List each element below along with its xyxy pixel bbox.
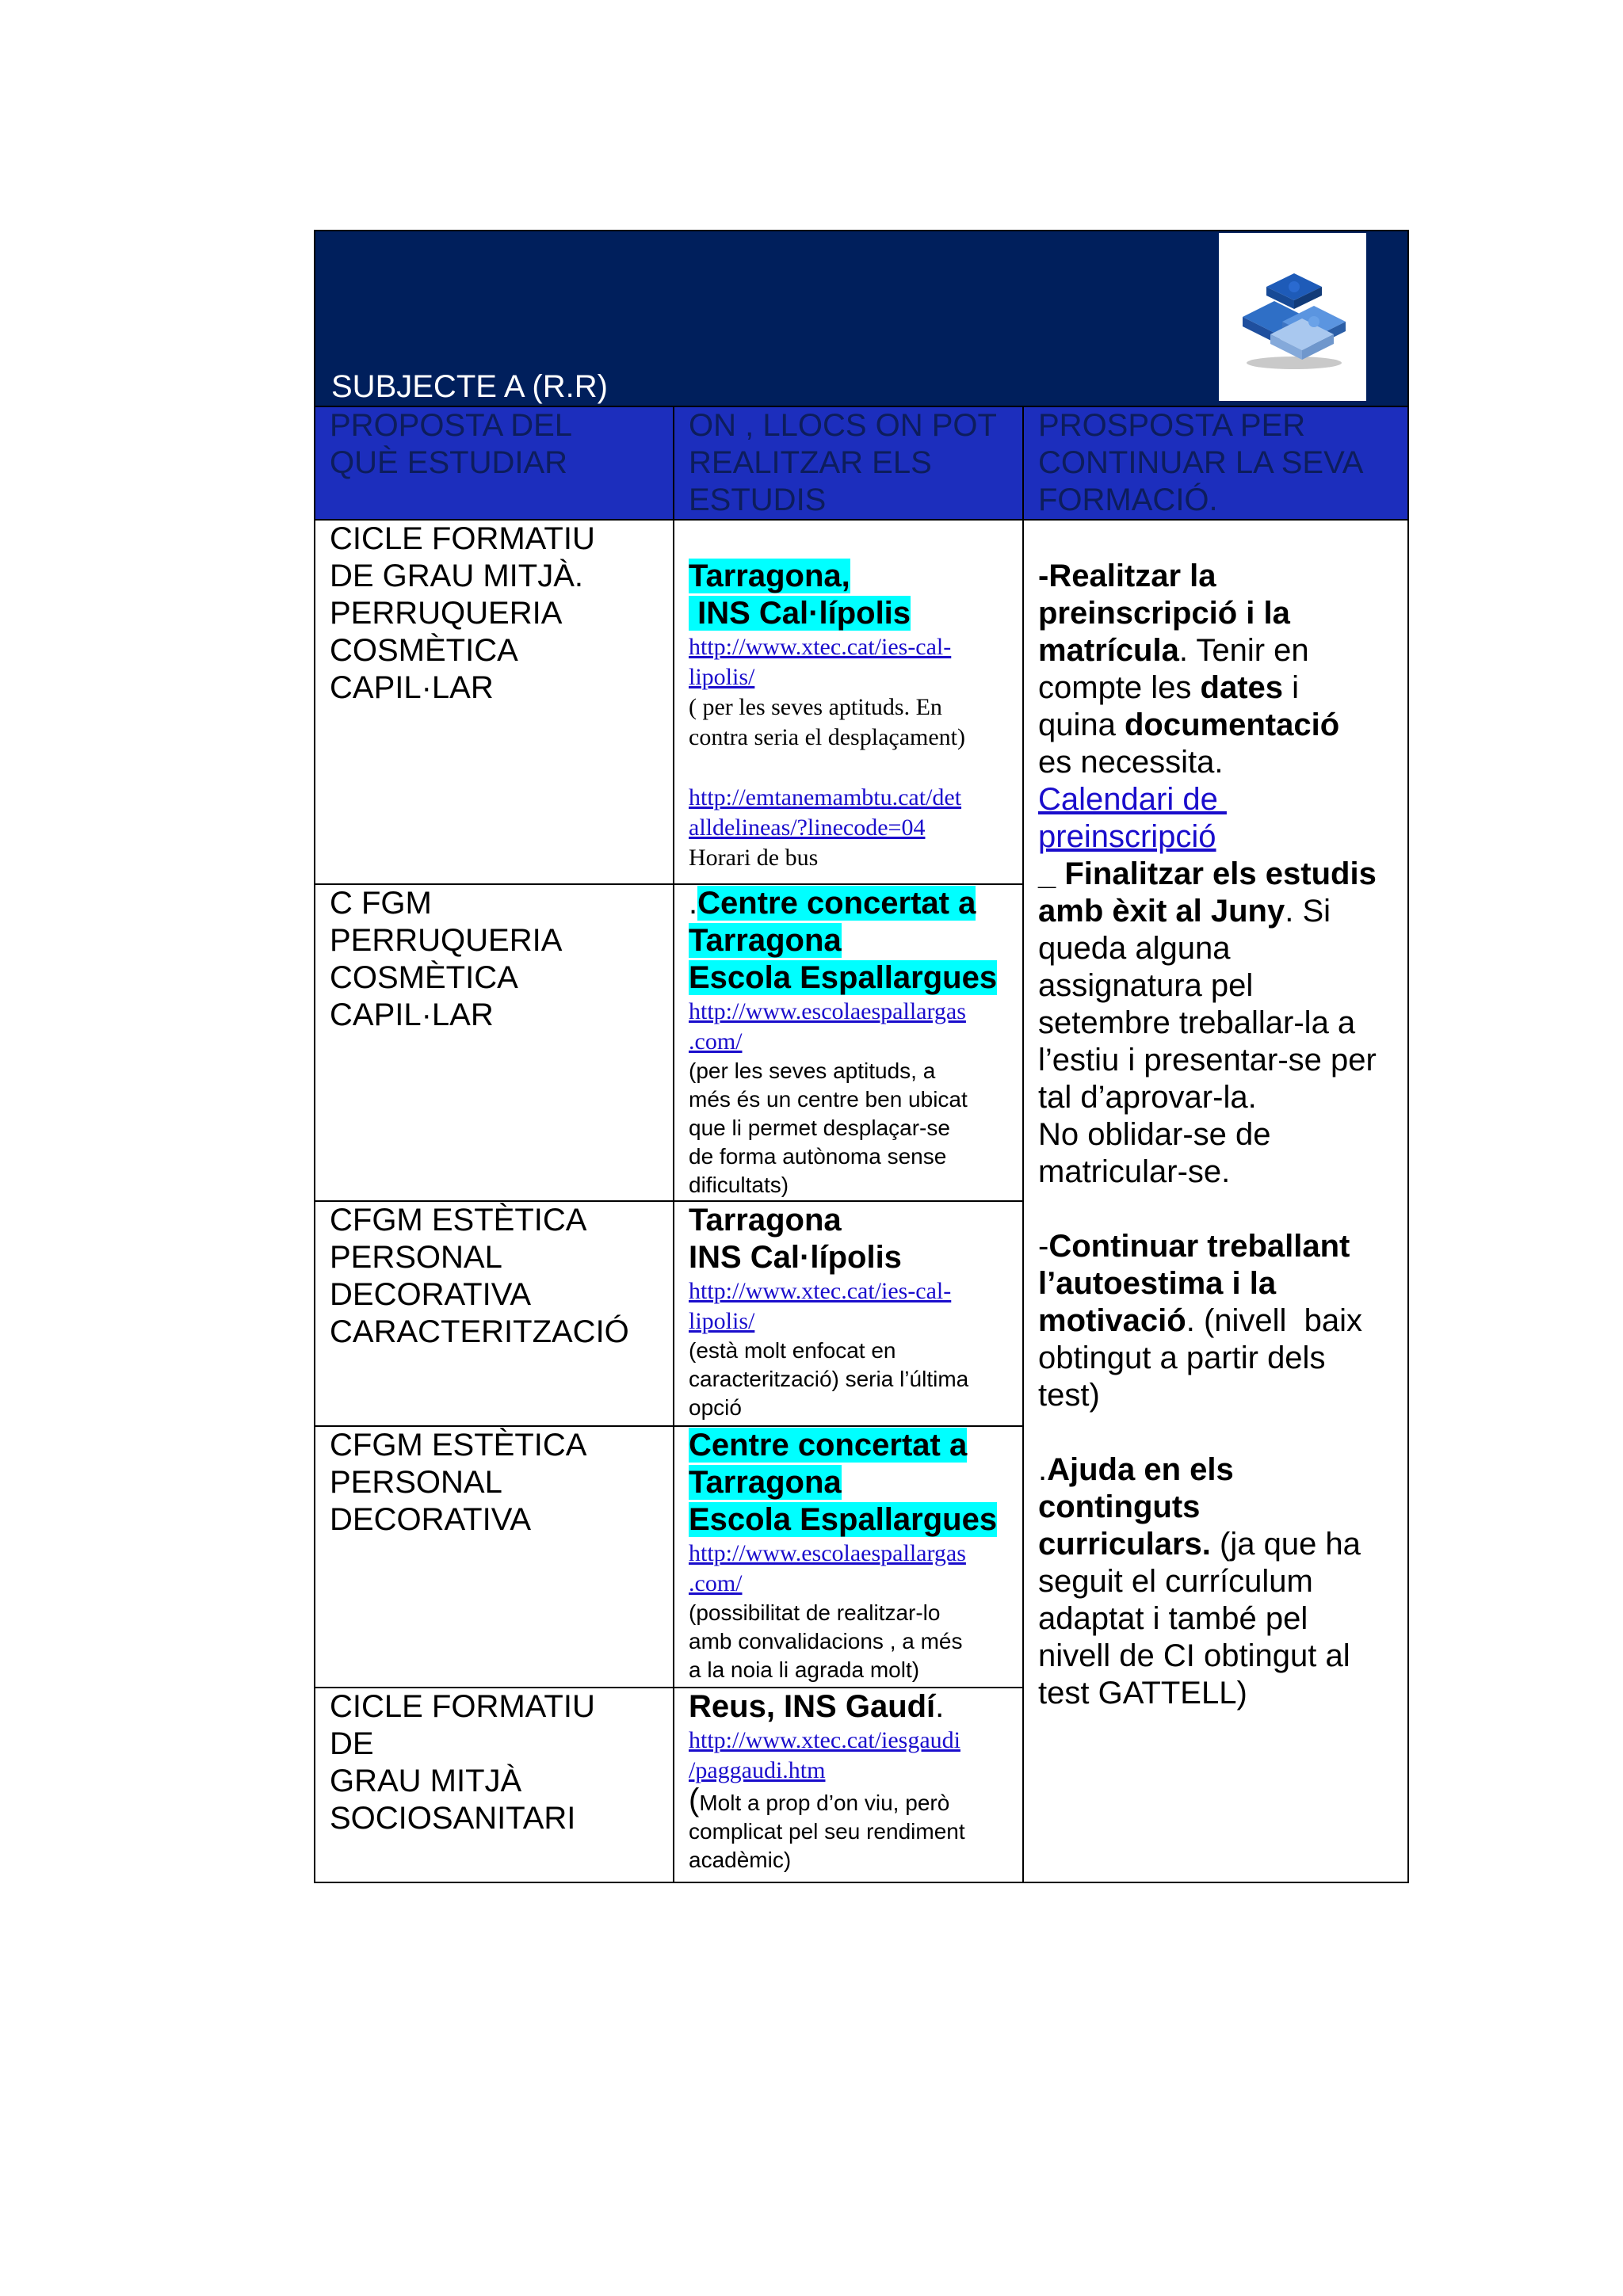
header-line: REALITZAR ELS (689, 445, 932, 480)
proposal-line: PERRUQUERIA (330, 596, 563, 631)
step-text: nivell de CI obtingut al (1038, 1638, 1350, 1673)
place-highlight: Centre concertat a (689, 1428, 968, 1463)
step-text: motivació (1038, 1303, 1186, 1338)
step-text: dates (1200, 670, 1284, 705)
header-line: FORMACIÓ. (1038, 482, 1218, 517)
header-line: PROSPOSTA PER (1038, 408, 1306, 443)
step-text: matricular-se. (1038, 1154, 1231, 1189)
link-line[interactable]: .com/ (689, 1028, 743, 1055)
step-text: queda alguna (1038, 931, 1231, 966)
link-line[interactable]: lipolis/ (689, 664, 755, 690)
subject-title: SUBJECTE A (R.R) (331, 369, 608, 404)
header-line: ON , LLOCS ON POT (689, 408, 997, 443)
column-header-proposal (315, 406, 674, 520)
link-line[interactable]: http://www.escolaespallargas (689, 998, 966, 1024)
step-text: tal d’aprovar-la. (1038, 1080, 1257, 1115)
calendar-link[interactable]: preinscripció (1038, 819, 1216, 854)
proposal-line: DE (330, 1726, 374, 1761)
place-prefix: . (689, 886, 698, 921)
proposal-line: CFGM ESTÈTICA (330, 1428, 587, 1463)
header-line: ESTUDIS (689, 482, 827, 517)
school-link[interactable] (689, 1539, 1008, 1599)
place-highlight: Escola Espallargues (689, 960, 998, 995)
school-link[interactable] (689, 632, 1008, 692)
proposal-line: COSMÈTICA (330, 633, 518, 668)
step-text: . (1038, 1452, 1048, 1487)
table-row (315, 520, 1408, 884)
continuation-step-motivation (1038, 1228, 1393, 1414)
continuation-step-finish (1038, 856, 1393, 1191)
step-text: obtingut a partir dels (1038, 1341, 1326, 1375)
proposal-line: GRAU MITJÀ (330, 1764, 522, 1798)
step-text: quina (1038, 707, 1125, 742)
note-line: més és un centre ben ubicat (689, 1087, 968, 1112)
proposal-line: CICLE FORMATIU (330, 1689, 595, 1724)
header-banner (315, 231, 1408, 406)
step-text: (ja que ha (1210, 1527, 1361, 1562)
step-text: preinscripció i la (1038, 596, 1290, 631)
proposal-line: DE GRAU MITJÀ. (330, 559, 584, 593)
proposal-line: PERSONAL (330, 1465, 502, 1500)
link-line[interactable]: http://www.escolaespallargas (689, 1540, 966, 1566)
link-line[interactable]: http://emtanemambtu.cat/det (689, 784, 962, 810)
proposal-line: SOCIOSANITARI (330, 1801, 576, 1836)
proposal-line: DECORATIVA (330, 1277, 532, 1312)
column-header-places (674, 406, 1023, 520)
header-line: QUÈ ESTUDIAR (330, 445, 568, 480)
step-text: curriculars. (1038, 1527, 1211, 1562)
proposal-line: C FGM (330, 886, 432, 921)
note-line: acadèmic) (689, 1848, 792, 1872)
place-highlight: Centre concertat a (697, 886, 976, 921)
proposal-line: CICLE FORMATIU (330, 521, 595, 556)
step-text: - (1038, 1229, 1049, 1264)
places-cell (674, 1688, 1023, 1882)
proposal-cell (315, 1201, 674, 1426)
proposal-cell (315, 520, 674, 884)
proposal-line: PERSONAL (330, 1240, 502, 1275)
continuation-step-enrollment (1038, 558, 1393, 856)
proposal-line: CFGM ESTÈTICA (330, 1203, 587, 1238)
link-line[interactable]: http://www.xtec.cat/ies-cal- (689, 1278, 952, 1304)
places-cell (674, 1426, 1023, 1688)
place-note (689, 1599, 1008, 1684)
header-line: CONTINUAR LA SEVA (1038, 445, 1364, 480)
column-header-continuation (1023, 406, 1408, 520)
place-highlight: INS Cal·lípolis (689, 596, 911, 631)
proposal-line: CAPIL·LAR (330, 670, 494, 705)
step-text: matrícula (1038, 633, 1179, 668)
place-note (689, 1783, 1008, 1875)
puzzle-icon (1219, 233, 1366, 401)
step-text: No oblidar-se de (1038, 1117, 1271, 1152)
note-line: que li permet desplaçar-se (689, 1116, 950, 1140)
step-text: es necessita. (1038, 745, 1224, 780)
place-highlight: Tarragona, (689, 559, 850, 593)
link-line[interactable]: alldelineas/?linecode=04 (689, 814, 926, 841)
link-line[interactable]: .com/ (689, 1570, 743, 1596)
puzzle-graphic (1235, 269, 1354, 372)
school-link[interactable] (689, 997, 1008, 1057)
continuation-cell (1023, 520, 1408, 1882)
step-text: assignatura pel (1038, 968, 1254, 1003)
step-text: continguts (1038, 1489, 1201, 1524)
note-line: (per les seves aptituds, a (689, 1058, 936, 1083)
place-highlight: Escola Espallargues (689, 1502, 998, 1537)
proposal-line: COSMÈTICA (330, 960, 518, 995)
calendar-link[interactable]: Calendari de (1038, 782, 1227, 817)
proposal-cell (315, 884, 674, 1201)
place-suffix: . (935, 1689, 945, 1724)
proposal-line: CAPIL·LAR (330, 997, 494, 1032)
place-note (689, 692, 1008, 753)
place-note (689, 1337, 1008, 1422)
note-line: caracterització) seria l’última (689, 1367, 969, 1391)
proposal-line: PERRUQUERIA (330, 923, 563, 958)
note-line: ( per les seves aptituds. En (689, 694, 942, 720)
column-header-row (315, 406, 1408, 520)
places-cell (674, 520, 1023, 884)
step-text: i (1283, 670, 1300, 705)
step-text: seguit el currículum (1038, 1564, 1313, 1599)
link-line[interactable]: http://www.xtec.cat/iesgaudi (689, 1727, 960, 1753)
step-text: documentació (1124, 707, 1340, 742)
step-text: l’estiu i presentar-se per (1038, 1043, 1377, 1077)
note-line: opció (689, 1395, 742, 1420)
step-text: _ Finalitzar els estudis (1038, 856, 1377, 891)
step-text: Ajuda en els (1047, 1452, 1234, 1487)
place-name: Reus, INS Gaudí (689, 1689, 936, 1724)
note-line: complicat pel seu rendiment (689, 1819, 965, 1844)
note-line: (possibilitat de realitzar-lo (689, 1600, 941, 1625)
step-text: test) (1038, 1378, 1100, 1413)
note-line: Molt a prop d’on viu, però (699, 1791, 950, 1815)
step-text: l’autoestima i la (1038, 1266, 1277, 1301)
header-row (315, 231, 1408, 406)
continuation-step-curricular (1038, 1451, 1393, 1712)
step-text: . Tenir en (1178, 633, 1309, 668)
proposal-line: DECORATIVA (330, 1502, 532, 1537)
place-name: Tarragona (689, 1203, 842, 1238)
step-text: setembre treballar-la a (1038, 1005, 1356, 1040)
step-text: test GATTELL) (1038, 1676, 1247, 1711)
step-text: compte les (1038, 670, 1201, 705)
step-text: -Realitzar la (1038, 559, 1216, 593)
step-text: Continuar treballant (1048, 1229, 1350, 1264)
proposal-cell (315, 1688, 674, 1882)
step-text: . (nivell baix (1186, 1303, 1363, 1338)
place-highlight: Tarragona (689, 923, 842, 958)
places-cell (674, 884, 1023, 1201)
bus-link[interactable] (689, 783, 1008, 843)
school-link[interactable] (689, 1276, 1008, 1337)
note-line: amb convalidacions , a més (689, 1629, 963, 1653)
link-line[interactable]: http://www.xtec.cat/ies-cal- (689, 634, 952, 660)
step-text: . Si (1285, 894, 1331, 929)
note-line: contra seria el desplaçament) (689, 724, 965, 750)
link-line[interactable]: /paggaudi.htm (689, 1757, 826, 1783)
proposal-line: CARACTERITZACIÓ (330, 1314, 629, 1349)
note-paren: ( (689, 1783, 700, 1817)
note-line: a la noia li agrada molt) (689, 1657, 920, 1682)
place-note (689, 1057, 1008, 1199)
place-name: INS Cal·lípolis (689, 1240, 902, 1275)
study-plan-table (314, 230, 1409, 1883)
proposal-cell (315, 1426, 674, 1688)
header-line: PROPOSTA DEL (330, 408, 573, 443)
step-text: amb èxit al Juny (1038, 894, 1285, 929)
place-highlight: Tarragona (689, 1465, 842, 1500)
note-line: de forma autònoma sense (689, 1144, 947, 1169)
places-cell (674, 1201, 1023, 1426)
link-line[interactable]: lipolis/ (689, 1308, 755, 1334)
note-line: (està molt enfocat en (689, 1338, 896, 1363)
bus-note: Horari de bus (689, 845, 819, 871)
step-text: adaptat i també pel (1038, 1601, 1308, 1636)
school-link[interactable] (689, 1726, 1008, 1786)
note-line: dificultats) (689, 1173, 789, 1197)
